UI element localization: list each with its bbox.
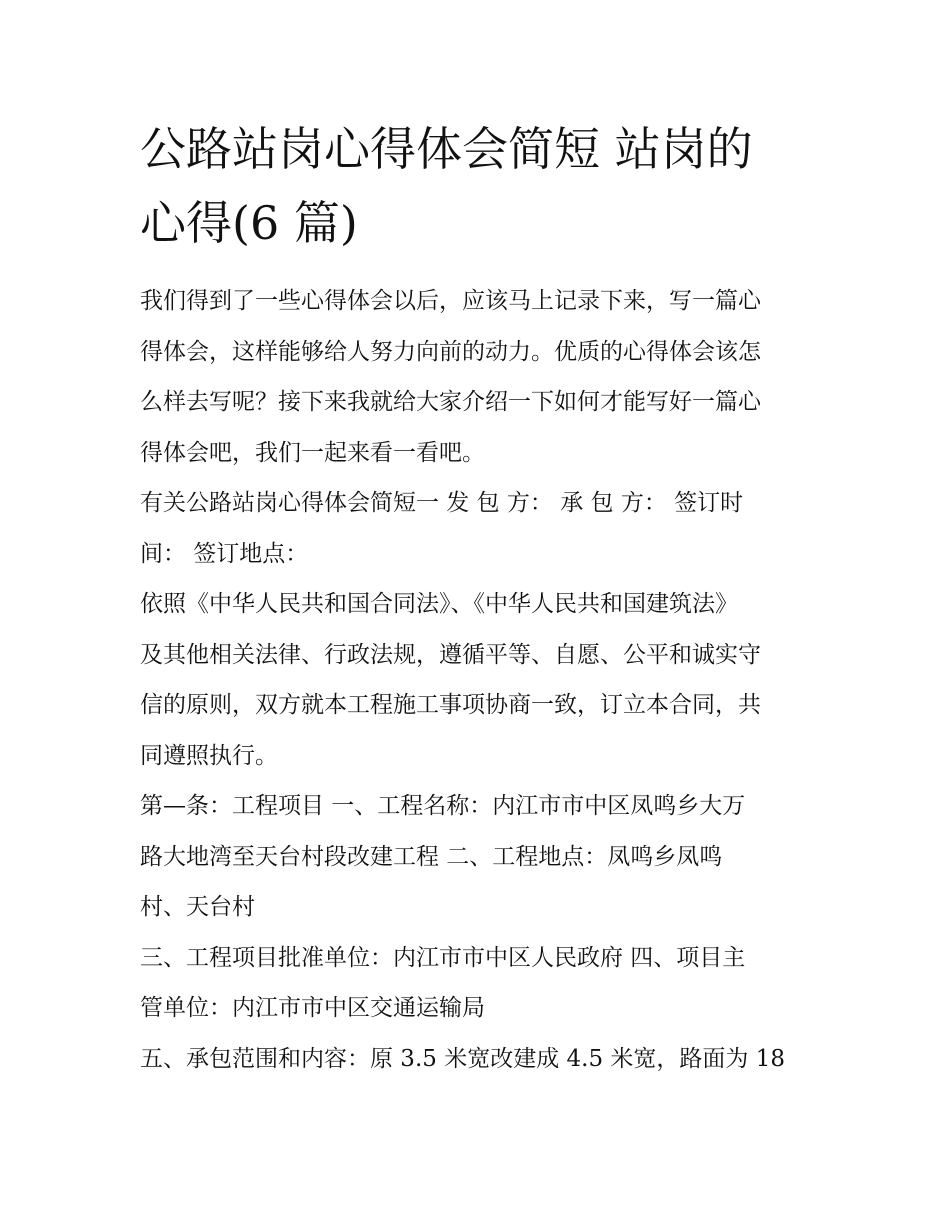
text-line: 得体会，这样能够给人努力向前的动力。优质的心得体会该怎	[140, 338, 761, 365]
text-line: 五、承包范围和内容：原 3.5 米宽改建成 4.5 米宽，路面为 18	[140, 1045, 785, 1072]
approval-unit-paragraph	[140, 933, 820, 1034]
text-line: 管单位：内江市市中区交通运输局	[140, 995, 485, 1021]
text-line: 依照《中华人民共和国合同法》、《中华人民共和国建筑法》	[140, 591, 738, 617]
article-one-paragraph	[140, 781, 820, 933]
scope-paragraph	[140, 1034, 820, 1085]
title-line-1: 公路站岗心得体会简短 站岗的	[140, 122, 753, 176]
text-line: 信的原则，双方就本工程施工事项协商一致，订立本合同，共	[140, 692, 761, 718]
text-line: 同遵照执行。	[140, 742, 278, 769]
text-line: 得体会吧，我们一起来看一看吧。	[140, 439, 485, 466]
text-line: 三、工程项目批准单位：内江市市中区人民政府 四、项目主	[140, 944, 746, 971]
document-title	[140, 112, 820, 276]
text-line: 我们得到了一些心得体会以后，应该马上记录下来，写一篇心	[140, 288, 761, 314]
text-line: 第—条：工程项目 一、工程名称：内江市市中区凤鸣乡大万	[140, 793, 746, 819]
title-line-2: 心得(6 篇)	[140, 196, 358, 250]
legal-basis-paragraph	[140, 579, 820, 781]
text-line: 有关公路站岗心得体会简短一 发 包 方： 承 包 方： 签订时	[140, 490, 744, 516]
text-line: 么样去写呢？接下来我就给大家介绍一下如何才能写好一篇心	[140, 389, 761, 415]
document-page	[140, 112, 820, 1084]
text-line: 路大地湾至天台村段改建工程 二、工程地点：凤鸣乡凤鸣	[140, 843, 723, 870]
text-line: 及其他相关法律、行政法规，遵循平等、自愿、公平和诚实守	[140, 641, 761, 668]
intro-paragraph	[140, 276, 820, 478]
text-line: 间： 签订地点：	[140, 540, 309, 567]
text-line: 村、天台村	[140, 894, 255, 920]
contract-header-paragraph	[140, 478, 820, 579]
